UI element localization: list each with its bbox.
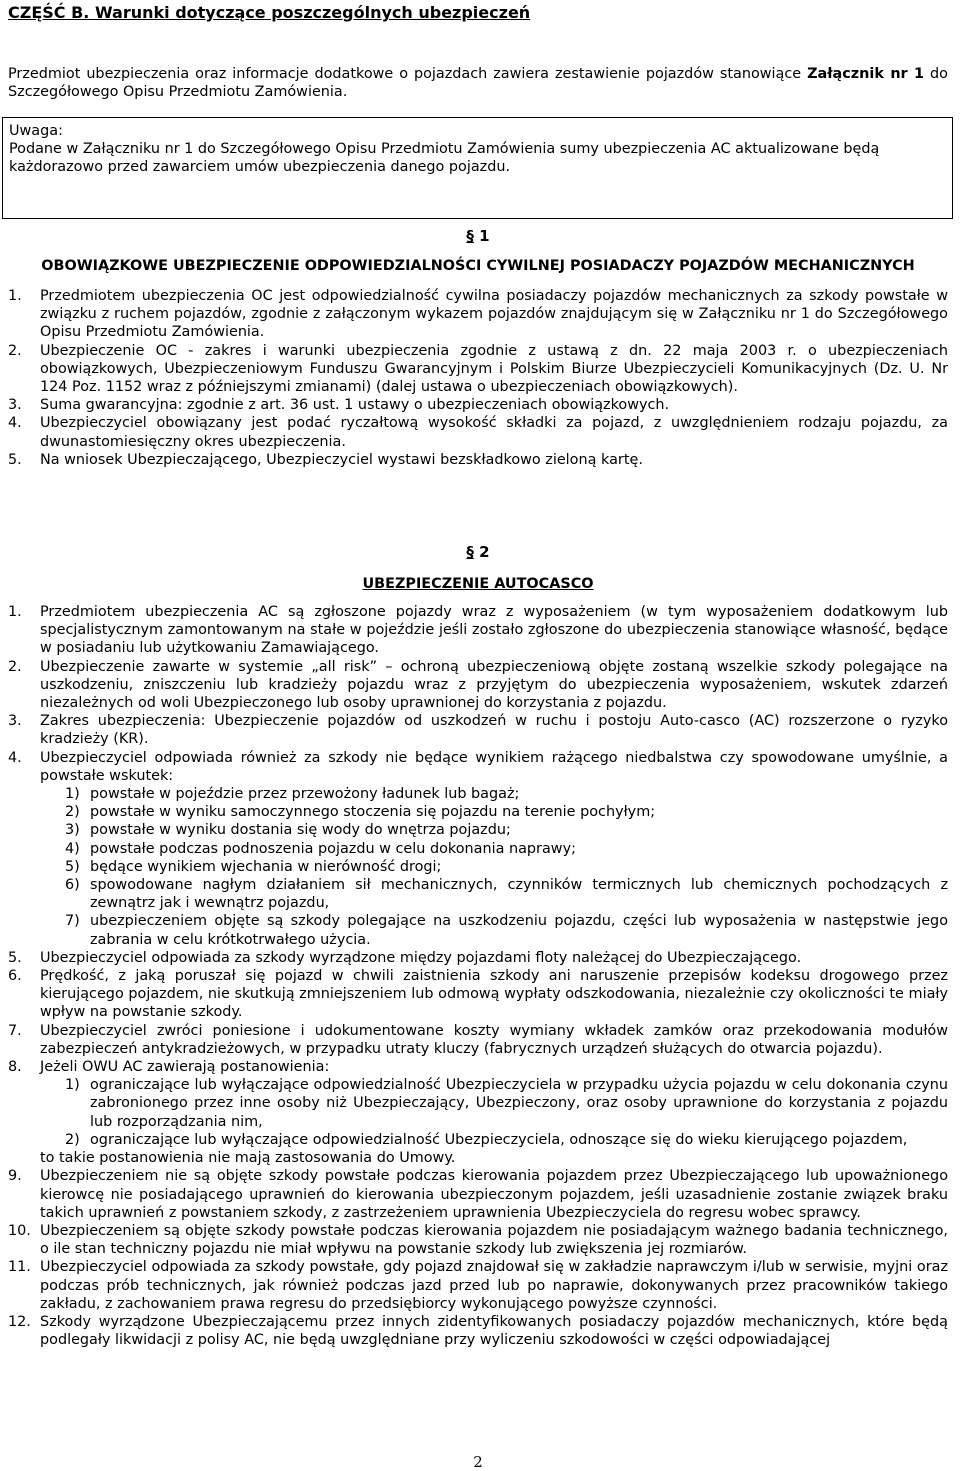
list-item [8, 1313, 948, 1349]
section-1-title: OBOWIĄZKOWE UBEZPIECZENIE ODPOWIEDZIALNOŚCI CYWILNEJ POSIADACZY POJAZDÓW MECHANICZNYCH [41, 258, 915, 274]
intro-text-2: do Szczegółowego Opisu Przedmiotu Zamówienia. [8, 66, 948, 101]
item-number: 3. [8, 397, 22, 414]
item-number: 5. [8, 949, 22, 966]
list-item [8, 603, 948, 658]
list-item [8, 451, 948, 469]
list-item [8, 967, 948, 1022]
note-label: Uwaga: [9, 123, 63, 139]
sub-item-text: powstałe podczas podnoszenia pojazdu w celu dokonania naprawy; [90, 840, 576, 857]
item-text: Ubezpieczyciel zwróci poniesione i udokumentowane koszty wymiany wkładek zamków oraz przekodowania modułów zabezpieczeń antykradzieżowych, w przypadku utraty kluczy (fabrycznych urządzeń służących do otwarcia pojazdu). [40, 1022, 948, 1057]
intro-text-1: Przedmiot ubezpieczenia oraz informacje dodatkowe o pojazdach zawiera zestawienie pojazdów stanowiące [8, 66, 808, 82]
sub-item-number: 3) [65, 822, 80, 839]
item-number: 10. [8, 1222, 31, 1239]
sub-list-item [65, 785, 948, 803]
sub-item-text: powstałe w wyniku dostania się wody do wnętrza pojazdu; [90, 822, 511, 839]
section-sign: § [466, 227, 474, 245]
sub-item-number: 7) [65, 913, 80, 930]
item-8-trailing-text: to takie postanowienia nie mają zastosowania do Umowy. [40, 1150, 456, 1167]
intro-bold: Załącznik nr 1 [807, 66, 925, 82]
item-text: Ubezpieczyciel odpowiada za szkody powstałe, gdy pojazd znajdował się w zakładzie naprawczym i/lub w serwisie, myjni oraz podczas prób technicznych, jak również podczas jazd przed lub po naprawie, dokonywanych przez pracowników takiego zakładu, z zachowaniem prawa regresu do przedsiębiorcy wykonującego powyższe czynności. [40, 1259, 948, 1312]
section-2-title: UBEZPIECZENIE AUTOCASCO [362, 576, 594, 592]
item-number: 2. [8, 342, 22, 359]
item-text: Ubezpieczenie zawarte w systemie „all risk” – ochroną ubezpieczeniową objęte zostaną wszelkie szkody polegające na uszkodzeniu, zniszczeniu lub kradzieży pojazdu wraz z przyjętym do ubezpieczenia wyposażeniem, wskutek zdarzeń niezależnych od woli Ubezpieczonego lub osoby uprawnionej do korzystania z pojazdu. [40, 658, 948, 712]
item-number: 3. [8, 713, 22, 730]
sub-list-item [65, 876, 948, 912]
item-number: 9. [8, 1168, 22, 1185]
note-text: Podane w Załączniku nr 1 do Szczegółowego Opisu Przedmiotu Zamówienia sumy ubezpieczenia AC aktualizowane będą każdorazowo przed zawarciem umów ubezpieczenia danego pojazdu. [9, 141, 880, 176]
page-number: 2 [473, 1453, 483, 1471]
item-number: 4. [8, 749, 22, 766]
item-number: 12. [8, 1313, 31, 1330]
item-4-sublist [40, 785, 948, 949]
item-number: 1. [8, 604, 22, 620]
list-item [8, 396, 948, 414]
sub-item-text: spowodowane nagłym działaniem sił mechanicznych, czynników termicznych lub chemicznych pochodzących z zewnątrz jak i wewnątrz pojazdu, [90, 877, 948, 912]
item-number: 11. [8, 1259, 31, 1276]
sub-list-item [65, 858, 948, 876]
section-1-heading [8, 227, 948, 245]
item-number: 8. [8, 1059, 22, 1076]
item-number: 7. [8, 1022, 22, 1039]
sub-item-number: 1) [65, 786, 80, 803]
item-text: Ubezpieczyciel obowiązany jest podać ryczałtową wysokość składki za pojazd, z uwzględnieniem rodzaju pojazdu, za dwunastomiesięczny okres ubezpieczenia. [40, 415, 948, 450]
section-2 [8, 543, 948, 1349]
intro-paragraph [8, 65, 948, 101]
section-1-list [8, 287, 948, 469]
sub-item-text: będące wynikiem wjechania w nierówność drogi; [90, 858, 442, 875]
item-text: Suma gwarancyjna: zgodnie z art. 36 ust. 1 ustawy o ubezpieczeniach obowiązkowych. [40, 397, 670, 414]
item-text: Ubezpieczeniem nie są objęte szkody powstałe podczas kierowania pojazdem przez Ubezpieczającego lub upoważnionego kierowcę nie posiadającego uprawnień do kierowania ubezpieczonym pojazdem, jeśli uzasadnienie zostanie związek braku takich uprawnień z powstaniem szkody, z zastrzeżeniem uprawnienia Ubezpieczyciela do regresu wobec sprawcy. [40, 1168, 948, 1221]
item-text: Prędkość, z jaką poruszał się pojazd w chwili zaistnienia szkody ani naruszenie przepisów kodeksu drogowego przez kierującego pojazdem, nie skutkują zmniejszeniem lub odmową wypłaty odszkodowania, niezależnie czy okoliczności te miały wpływ na powstanie szkody. [40, 968, 948, 1021]
item-text: Zakres ubezpieczenia: Ubezpieczenie pojazdów od uszkodzeń w ruchu i postoju Auto-casco (AC) rozszerzone o ryzyko kradzieży (KR). [40, 713, 948, 748]
list-item [8, 1022, 948, 1058]
list-item [8, 712, 948, 748]
list-item [8, 342, 948, 397]
list-item [8, 949, 948, 967]
list-item [8, 1058, 948, 1167]
item-number: 5. [8, 451, 22, 468]
item-text: Przedmiotem ubezpieczenia AC są zgłoszone pojazdy wraz z wyposażeniem (w tym wyposażeniem dodatkowym lub specjalistycznym zamontowanym na stałe w pojeździe jeśli zostało zgłoszone do ubezpieczenia stanowiące własność, będące w posiadaniu lub użytkowaniu Zamawiającego. [40, 604, 948, 657]
item-8-sublist [40, 1076, 948, 1149]
sub-list-item [65, 803, 948, 821]
item-text: Ubezpieczeniem są objęte szkody powstałe podczas kierowania pojazdem nie posiadającym ważnego badania technicznego, o ile stan techniczny pojazdu nie miał wpływu na powstanie szkody lub zwiększenia jej rozmiarów. [40, 1222, 948, 1258]
sub-item-number: 1) [65, 1077, 80, 1094]
item-text: Przedmiotem ubezpieczenia OC jest odpowiedzialność cywilna posiadaczy pojazdów mechanicznych za szkody powstałe w związku z ruchem pojazdów, zgodnie z załączonym wykazem pojazdów znajdującym się w Załączniku nr 1 do Szczegółowego Opisu Przedmiotu Zamówienia. [40, 288, 948, 341]
section-1 [8, 227, 948, 469]
sub-list-item [65, 840, 948, 858]
item-text: Ubezpieczyciel odpowiada za szkody wyrządzone między pojazdami floty należącej do Ubezpieczającego. [40, 949, 802, 966]
sub-item-number: 2) [65, 804, 80, 821]
section-2-list [8, 603, 948, 1349]
sub-list-item [65, 821, 948, 839]
sub-item-text: ubezpieczeniem objęte są szkody polegające na uszkodzeniu pojazdu, części lub wyposażenia w następstwie jego zabrania w celu krótkotrwałego użycia. [90, 913, 948, 948]
section-2-number: 2 [479, 543, 490, 561]
sub-item-number: 4) [65, 840, 80, 857]
list-item [8, 414, 948, 450]
sub-item-number: 2) [65, 1131, 80, 1148]
list-item [8, 749, 948, 949]
item-text: Ubezpieczyciel odpowiada również za szkody nie będące wynikiem rażącego niedbalstwa czy spowodowane umyślnie, a powstałe wskutek: [40, 749, 948, 784]
note-box [2, 117, 953, 219]
list-item [8, 287, 948, 342]
list-item [8, 1167, 948, 1222]
sub-item-text: ograniczające lub wyłączające odpowiedzialność Ubezpieczyciela w przypadku użycia pojazdu w celu dokonania czynu zabronionego przez inne osoby niż Ubezpieczający, Ubezpieczony, oraz osoby uprawnione do korzystania z pojazdu lub rozporządzania nim, [90, 1077, 948, 1130]
section-2-heading [8, 543, 948, 561]
item-number: 6. [8, 968, 22, 985]
item-number: 1. [8, 288, 22, 304]
list-item [8, 658, 948, 713]
item-text: Jeżeli OWU AC zawierają postanowienia: [40, 1059, 330, 1076]
sub-list-item [65, 912, 948, 948]
sub-item-text: powstałe w pojeździe przez przewożony ładunek lub bagaż; [90, 786, 520, 803]
sub-item-text: ograniczające lub wyłączające odpowiedzialność Ubezpieczyciela, odnoszące się do wieku kierującego pojazdem, [90, 1131, 908, 1148]
list-item [8, 1222, 948, 1258]
list-item [8, 1258, 948, 1313]
item-text: Ubezpieczenie OC - zakres i warunki ubezpieczenia zgodnie z ustawą z dn. 22 maja 2003 r. o ubezpieczeniach obowiązkowych, Ubezpieczeniowym Funduszu Gwarancyjnym i Polskim Biurze Ubezpieczycieli Komunikacyjnych (Dz. U. Nr 124 Poz. 1152 wraz z późniejszymi zmianami) (dalej ustawa o ubezpieczeniach obowiązkowych). [40, 342, 948, 396]
item-text: Szkody wyrządzone Ubezpieczającemu przez innych zidentyfikowanych posiadaczy pojazdów mechanicznych, które będą podlegały likwidacji z polisy AC, nie będą uwzględniane przy wyliczeniu szkodowości w części odpowiadającej [40, 1313, 948, 1349]
item-text: Na wniosek Ubezpieczającego, Ubezpieczyciel wystawi bezskładkowo zieloną kartę. [40, 451, 643, 468]
sub-item-number: 5) [65, 858, 80, 875]
part-title: CZĘŚĆ B. Warunki dotyczące poszczególnych ubezpieczeń [8, 3, 531, 22]
item-number: 4. [8, 415, 22, 432]
item-number: 2. [8, 658, 22, 675]
sub-list-item [65, 1076, 948, 1131]
sub-list-item [65, 1131, 948, 1149]
section-1-number: 1 [479, 227, 490, 245]
section-sign: § [466, 543, 474, 561]
sub-item-text: powstałe w wyniku samoczynnego stoczenia się pojazdu na terenie pochyłym; [90, 804, 656, 821]
sub-item-number: 6) [65, 877, 80, 894]
